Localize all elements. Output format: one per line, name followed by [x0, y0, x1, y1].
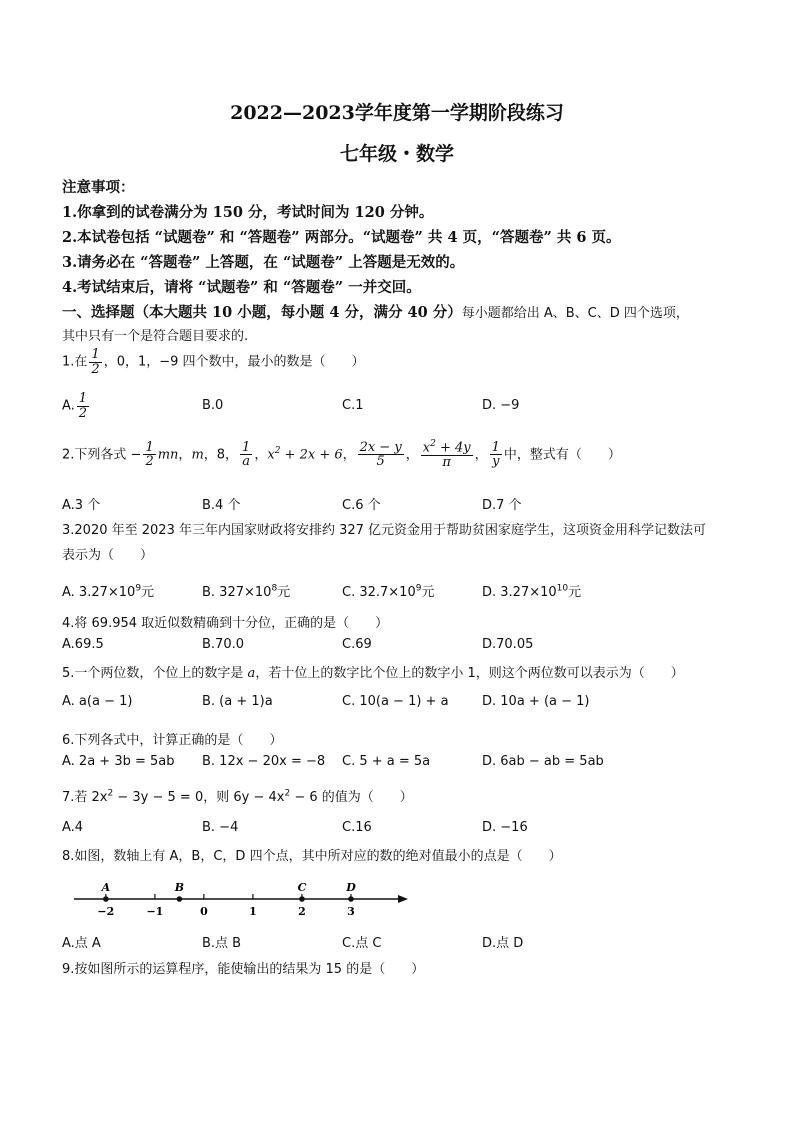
notice-heading: 注意事项：	[62, 179, 135, 196]
number-line-tick-label: −2	[97, 905, 115, 918]
q3-line-1: 3.2020 年至 2023 年三年内国家财政将安排约 327 亿元资金用于帮助贫困家庭学生，这项资金用科学记数法可	[62, 523, 707, 538]
q1-opt-a-fraction	[77, 392, 89, 420]
q2-t6-num-sup: 2	[430, 439, 436, 449]
q2-t6-num-b: + 4y	[435, 440, 471, 456]
q3-opt-d-unit: 元	[568, 585, 582, 600]
number-line-tick-label: 1	[249, 905, 257, 918]
q1-rest: ，0，1，−9 四个数中，最小的数是（ ）	[103, 354, 365, 370]
q2-term4-rest: + 2x + 6	[280, 447, 343, 463]
notice-item-3: 3.请务必在 “答题卷” 上答题，在 “试题卷” 上答题是无效的。	[62, 254, 465, 271]
q2-t7-den: y	[490, 454, 502, 469]
q5-var: a	[247, 666, 256, 681]
question-7	[62, 786, 413, 805]
q2-term4-sup: 2	[274, 445, 281, 456]
q2-option-c: C.6 个	[342, 498, 381, 513]
q8-option-a: A.点 A	[62, 936, 101, 951]
q2-sep: ，	[178, 447, 192, 463]
number-line-point-label: D	[346, 881, 356, 894]
q2-sep: ，	[474, 447, 488, 463]
q3-opt-c-unit: 元	[421, 585, 435, 600]
q2-term7-fraction	[490, 441, 502, 469]
q5-text-a: 5.一个两位数，个位上的数字是	[62, 666, 248, 681]
q1-prefix: 1.在	[62, 354, 88, 370]
q2-t7-num: 1	[491, 439, 500, 455]
q3-line-2: 表示为（ ）	[62, 548, 154, 563]
q2-option-b: B.4 个	[202, 498, 241, 513]
q2-t5-den: 5	[358, 454, 404, 469]
q3-opt-d-base: D. 3.27×10	[482, 585, 557, 600]
number-line-point-label: A	[101, 881, 111, 894]
q2-sep: ，	[342, 447, 356, 463]
q3-opt-a-base: A. 3.27×10	[62, 585, 136, 600]
question-5	[62, 662, 684, 681]
q2-t5-num: 2x − y	[359, 439, 402, 455]
q3-opt-a-exp: 9	[135, 583, 142, 594]
q2-t6-den: π	[421, 455, 473, 470]
q8-option-c: C.点 C	[342, 936, 382, 951]
q4-option-a: A.69.5	[62, 637, 104, 652]
q1-option-b: B.0	[202, 398, 224, 413]
q4-option-d: D.70.05	[482, 637, 534, 652]
q2-sep: ，	[405, 447, 419, 463]
q3-option-d	[482, 581, 581, 600]
q1-frac-num: 1	[91, 347, 100, 362]
number-line-tick-label: 3	[347, 905, 355, 918]
q1-opt-a-num: 1	[78, 391, 88, 406]
q1-fraction	[89, 348, 101, 376]
number-line-point	[177, 896, 183, 902]
q2-option-a: A.3 个	[62, 498, 101, 513]
q6-option-d: D. 6ab − ab = 5ab	[482, 754, 604, 769]
q7-option-b: B. −4	[202, 820, 239, 835]
exam-subtitle: 七年级・数学	[339, 143, 454, 165]
q2-term1-fraction	[143, 441, 155, 469]
q5-option-d: D. 10a + (a − 1)	[482, 694, 590, 709]
q5-option-b: B. (a + 1)a	[202, 694, 273, 709]
notice-item-1: 1.你拿到的试卷满分为 150 分，考试时间为 120 分钟。	[62, 204, 434, 221]
q2-t6-num	[421, 440, 473, 455]
q3-option-c	[342, 581, 434, 600]
question-6: 6.下列各式中，计算正确的是（ ）	[62, 733, 283, 748]
q2-suffix: 中，整式有（ ）	[503, 447, 621, 463]
q2-t3-den: a	[240, 454, 252, 469]
q6-option-c: C. 5 + a = 5a	[342, 754, 431, 769]
q1-frac-den: 2	[91, 361, 100, 377]
q4-option-c: C.69	[342, 637, 372, 652]
q3-opt-b-base: B. 327×10	[202, 585, 272, 600]
number-line-tick-label: 2	[298, 905, 306, 918]
q7-option-a: A.4	[62, 820, 84, 835]
q2-option-d: D.7 个	[482, 498, 522, 513]
q7-option-d: D. −16	[482, 820, 528, 835]
q1-option-c: C.1	[342, 398, 364, 413]
exam-title: 2022—2023学年度第一学期阶段练习	[230, 102, 564, 124]
q6-option-b: B. 12x − 20x = −8	[202, 754, 326, 769]
number-line-tick-label: −1	[146, 905, 164, 918]
q8-option-d: D.点 D	[482, 936, 524, 951]
q7-text-c: − 6 的值为（ ）	[290, 790, 413, 805]
q3-option-b	[202, 581, 290, 600]
q1-option-a	[62, 392, 91, 420]
number-line-ticks	[97, 894, 354, 918]
section-desc-2: 其中只有一个是符合题目要求的.	[62, 329, 249, 344]
q3-opt-a-unit: 元	[141, 585, 155, 600]
q7-text-a: 7.若 2x	[62, 790, 108, 805]
q2-sep: ，	[254, 447, 268, 463]
number-line-arrow	[398, 895, 408, 903]
q2-sep: ，8，	[203, 447, 239, 463]
question-4: 4.将 69.954 取近似数精确到十分位，正确的是（ ）	[62, 616, 389, 631]
number-line-point-label: B	[174, 881, 185, 894]
q4-option-b: B.70.0	[202, 637, 244, 652]
question-1	[62, 348, 365, 376]
number-line-point	[299, 896, 305, 902]
question-9: 9.按如图所示的运算程序，能使输出的结果为 15 的是（ ）	[62, 962, 425, 977]
q1-option-d: D. −9	[482, 398, 520, 413]
number-line-point	[103, 896, 109, 902]
q2-prefix: 2.下列各式 −	[62, 447, 142, 463]
number-line-tick-label: 0	[200, 905, 208, 918]
q5-option-a: A. a(a − 1)	[62, 694, 133, 709]
q5-text-b: ，若十位上的数字比个位上的数字小 1，则这个两位数可以表示为（ ）	[255, 666, 684, 681]
q3-opt-c-exp: 9	[415, 583, 422, 594]
q1-opt-a-label: A.	[62, 398, 75, 414]
q2-term2: m	[191, 447, 204, 463]
q7-sup-2: 2	[284, 788, 291, 799]
question-8: 8.如图，数轴上有 A，B，C，D 四个点，其中所对应的数的绝对值最小的点是（ ）	[62, 849, 562, 864]
q2-term5-fraction	[358, 441, 404, 469]
notice-item-2: 2.本试卷包括 “试题卷” 和 “答题卷” 两部分。“试题卷” 共 4 页，“答题卷” 共 6 页。	[62, 229, 621, 246]
q3-opt-b-unit: 元	[277, 585, 291, 600]
q2-t3-num: 1	[242, 439, 251, 455]
q2-term4-base: x	[267, 447, 275, 463]
q7-option-c: C.16	[342, 820, 372, 835]
section-desc-1: 每小题都给出 A、B、C、D 四个选项，	[461, 306, 689, 321]
question-2	[62, 440, 621, 470]
q7-text-b: − 3y − 5 = 0，则 6y − 4x	[113, 790, 285, 805]
section-heading: 一、选择题（本大题共 10 小题，每小题 4 分，满分 40 分）	[62, 304, 462, 321]
q7-sup-1: 2	[107, 788, 114, 799]
q2-term6-fraction	[421, 440, 473, 470]
q2-term3-fraction	[240, 441, 252, 469]
q8-option-b: B.点 B	[202, 936, 242, 951]
q3-option-a	[62, 581, 154, 600]
q2-t1-den: 2	[145, 454, 154, 470]
number-line-point-label: C	[297, 881, 307, 894]
number-line-point	[348, 896, 354, 902]
section-heading-row	[62, 301, 689, 322]
q5-option-c: C. 10(a − 1) + a	[342, 694, 449, 709]
q3-opt-b-exp: 8	[271, 583, 278, 594]
q2-t6-num-a: x	[422, 440, 431, 456]
q1-opt-a-den: 2	[78, 405, 88, 421]
q6-option-a: A. 2a + 3b = 5ab	[62, 754, 175, 769]
q3-opt-c-base: C. 32.7×10	[342, 585, 416, 600]
q2-term1-var: mn	[157, 447, 179, 463]
q3-opt-d-exp: 10	[556, 583, 569, 594]
q2-t1-num: 1	[145, 439, 154, 455]
notice-item-4: 4.考试结束后，请将 “试题卷” 和 “答题卷” 一并交回。	[62, 279, 421, 296]
number-line-figure	[62, 872, 422, 920]
